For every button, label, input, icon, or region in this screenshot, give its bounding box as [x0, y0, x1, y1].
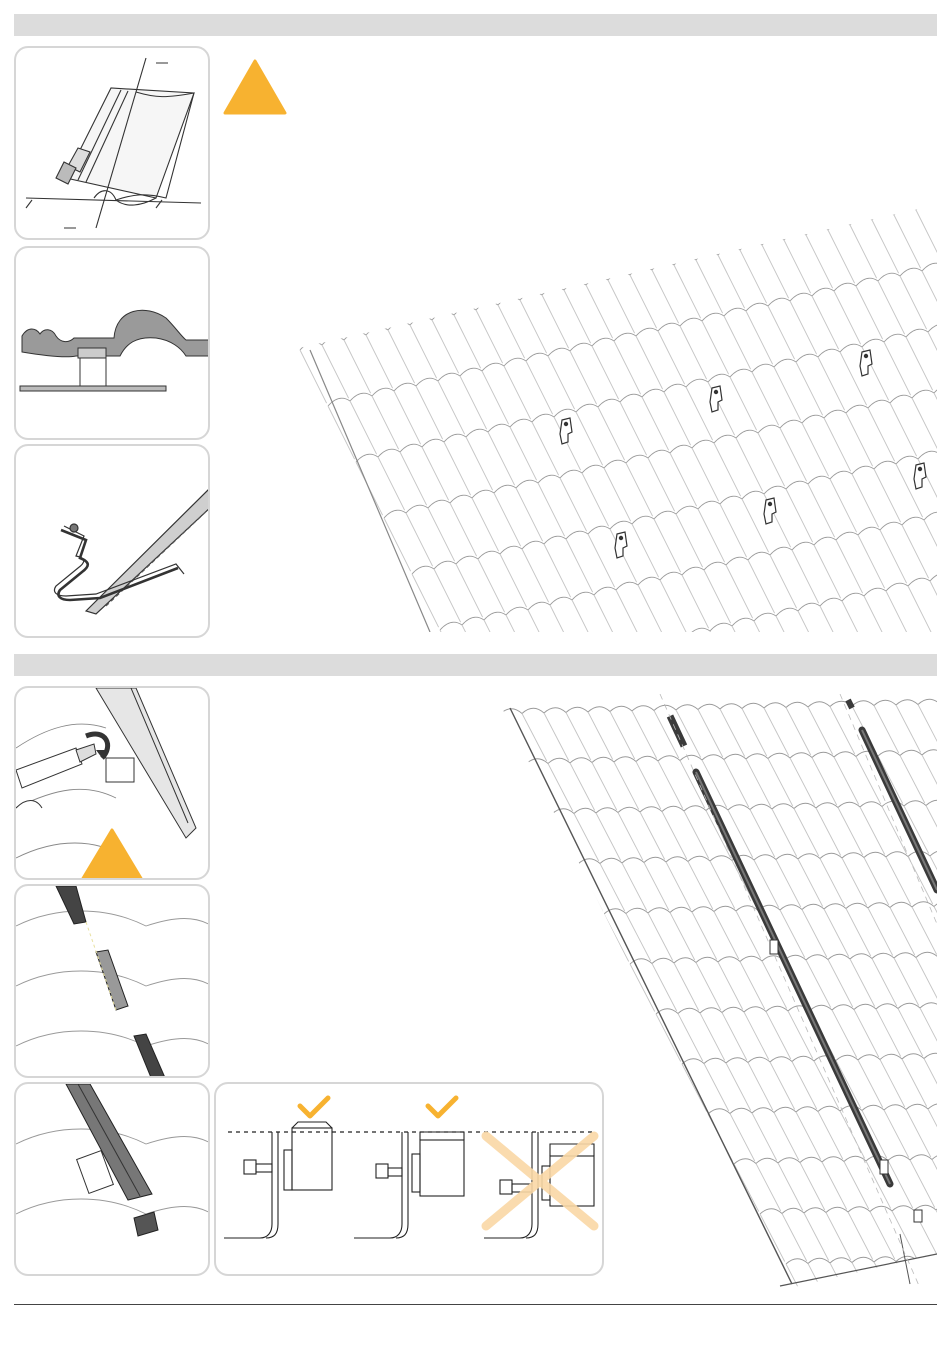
warning-triangle-icon — [82, 830, 142, 880]
check-mark-icon — [428, 1098, 456, 1116]
roof-rails-drawing — [500, 694, 937, 1288]
roof-tiles-drawing — [290, 200, 937, 632]
detail-panel-end-cap — [14, 1082, 210, 1276]
detail-panel-drilling — [14, 686, 210, 880]
drilling-drawing — [16, 688, 210, 880]
cross-section-drawing — [16, 248, 210, 440]
detail-panel-rail-joint — [14, 884, 210, 1078]
detail-panel-hook-under-tile — [14, 444, 210, 638]
tile-hook-drawing — [16, 48, 210, 240]
hook-under-tile-drawing — [16, 446, 210, 638]
roof-with-hooks-illustration — [290, 200, 937, 632]
detail-panel-tile-hook — [14, 46, 210, 240]
detail-panel-cross-section — [14, 246, 210, 440]
variant-correct-1 — [224, 1122, 332, 1238]
check-mark-icon — [300, 1098, 328, 1116]
warning-triangle-icon — [222, 58, 288, 116]
section-header-band-1 — [14, 14, 937, 36]
end-cap-drawing — [16, 1084, 210, 1276]
footer-rule — [14, 1304, 937, 1305]
section-header-band-2 — [14, 654, 937, 676]
variant-correct-2 — [354, 1132, 464, 1238]
rail-joint-drawing — [16, 886, 210, 1078]
roof-with-rails-illustration — [500, 694, 937, 1288]
